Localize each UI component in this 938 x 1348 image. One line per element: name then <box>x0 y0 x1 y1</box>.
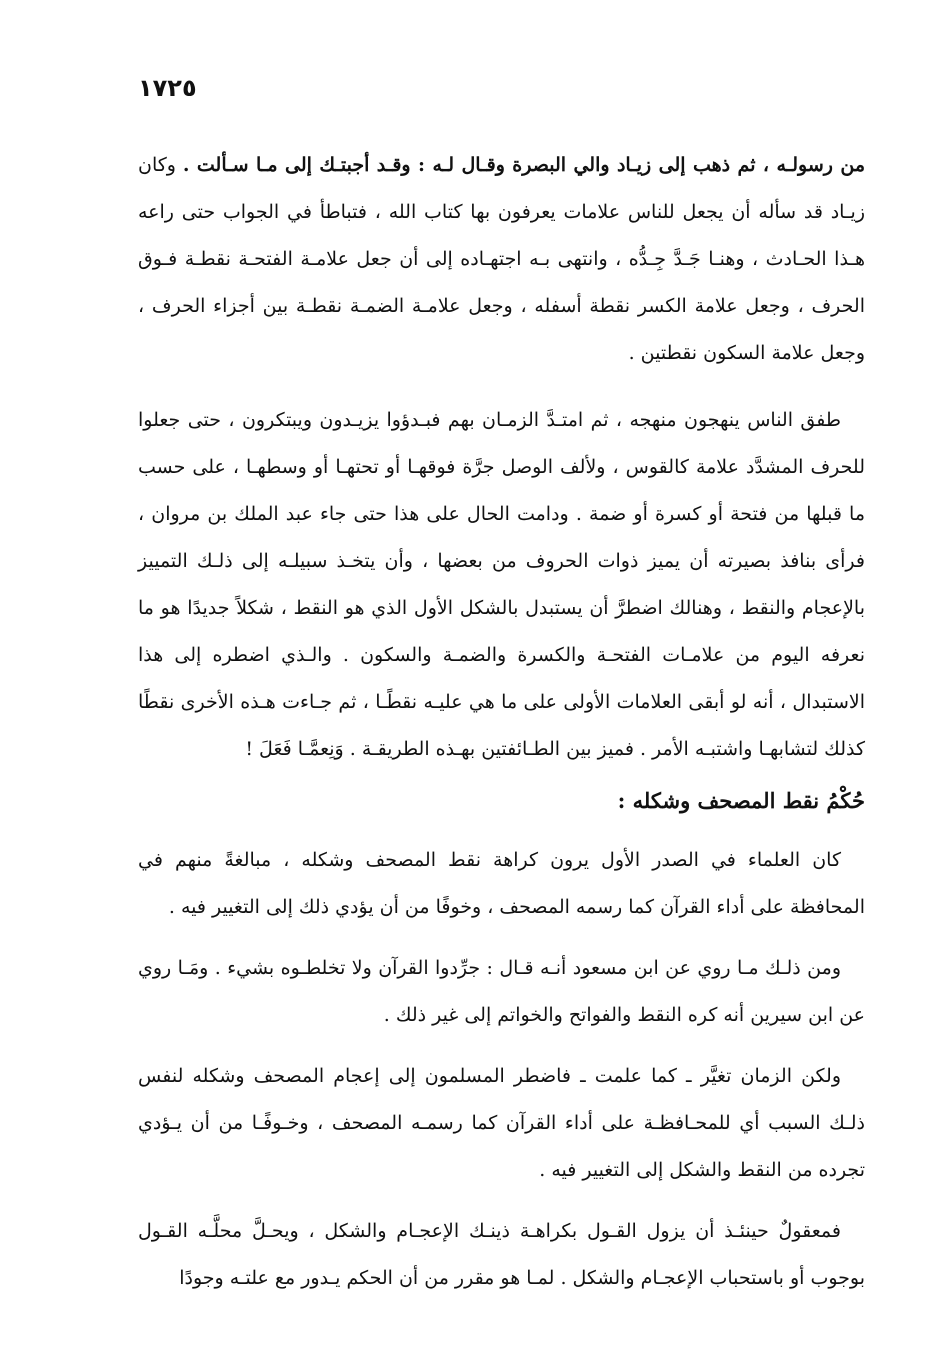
section-paragraph-3: ولكن الزمان تغيَّر ـ كما علمت ـ فاضطر المسلمون إلى إعجام المصحف وشكله لنفس ذلـك السبب أي للمحـافظـة على أداء القرآن كما رسمـه المصحف ، وخـوفًـا من أن يـؤدي تجرده من النقط والشكل إلى التغيير فيه . <box>138 1065 865 1181</box>
section-heading: حُكْمُ نقط المصحف وشكله : <box>617 788 865 813</box>
paragraph-1 <box>138 142 865 377</box>
paragraph-2: طفق الناس ينهجون منهجه ، ثم امتـدَّ الزمـان بهم فبـدؤوا يزيـدون ويبتكرون ، حتى جعلوا للحرف المشدَّد علامة كالقوس ، ولألف الوصل جرَّة فوقهـا أو تحتهـا أو وسطهـا ، على حسب ما قبلها من فتحة أو كسرة أو ضمة . ودامت الحال على هذا حتى جاء عبد الملك بن مروان ، فرأى بنافذ بصيرته أن يميز ذوات الحروف من بعضها ، وأن يتخـذ سبيلـه إلى ذلـك التمييز بالإعجام والنقط ، وهنالك اضطرَّ أن يستبدل بالشكل الأول الذي هو النقط ، شكلاً جديدًا هو ما نعرفه اليوم من علامـات الفتحـة والكسرة والضمـة والسكون . والـذي اضطره إلى هذا الاستبدال ، أنه لو أبقى العلامات الأولى على ما هي عليـه نقطًـا ، ثم جـاءت هـذه الأخرى نقطًا كذلك لتشابهـا واشتبـه الأمر . فميز بين الطـائفتين بهـذه الطريقـة . وَنِعمَّـا فَعَلَ ! <box>138 409 865 760</box>
section-paragraph-4: فمعقولٌ حينئـذ أن يزول القـول بكراهـة ذينـك الإعجـام والشكل ، ويحـلَّ محلَّـه القـول بوجوب أو باستحباب الإعجـام والشكل . لمـا هو مقرر من أن الحكم يـدور مع علتـه وجودًا <box>138 1220 865 1289</box>
paragraph-1-lead: من رسولـه ، ثم ذهب إلى زيـاد والي البصرة وقـال لـه : وقـد أجبتـك إلى مـا سـألت . <box>182 154 865 176</box>
section-paragraph-1: كان العلماء في الصدر الأول يرون كراهة نقط المصحف وشكله ، مبالغةً منهم في المحافظة على أداء القرآن كما رسمه المصحف ، وخوفًا من أن يؤدي ذلك إلى التغيير فيه . <box>138 849 865 918</box>
document-page <box>138 70 865 1302</box>
page-number: ١٧٢٥ <box>138 74 197 102</box>
paragraph-1-text: وكان زيـاد قد سأله أن يجعل للناس علامات يعرفون بها كتاب الله ، فتباطأ في الجواب حتى راعه هـذا الحـادث ، وهنـا جَـدَّ جِـدُّه ، وانتهى بـه اجتهـاده إلى أن جعل علامـة الفتحـة نقطـة فـوق الحرف ، وجعل علامة الكسر نقطة أسفله ، وجعل علامـة الضمـة نقطـة بين أجزاء الحرف ، وجعل علامة السكون نقطتين . <box>138 154 865 364</box>
section-paragraph-2: ومن ذلـك مـا روي عن ابن مسعود أنـه قـال : جرِّدوا القرآن ولا تخلطـوه بشيء . ومَـا روي عن ابن سيرين أنه كره النقط والفواتح والخواتم إلى غير ذلك . <box>138 957 865 1026</box>
